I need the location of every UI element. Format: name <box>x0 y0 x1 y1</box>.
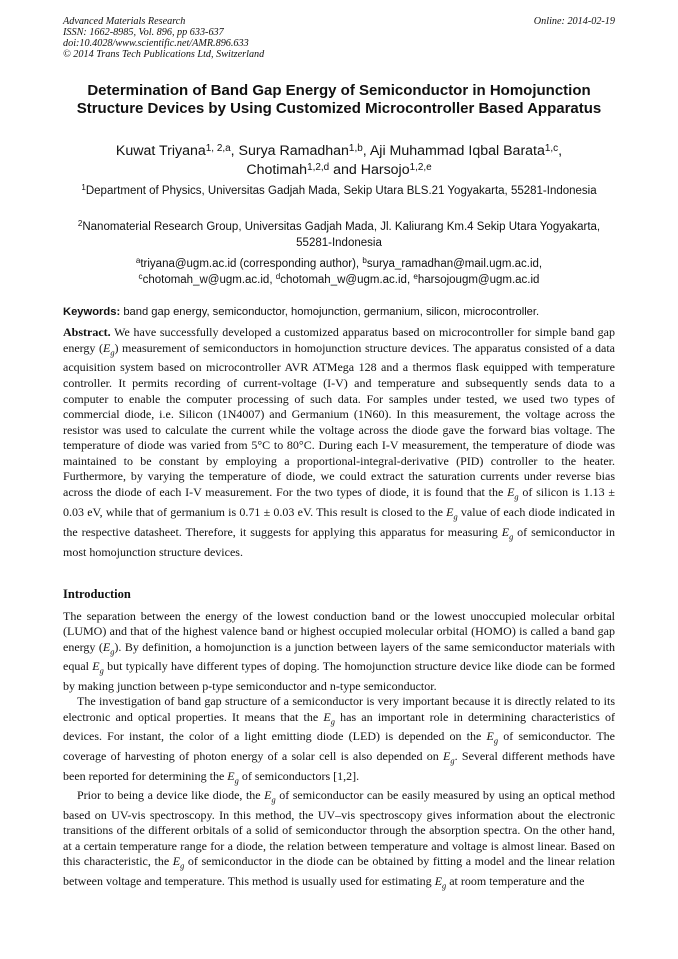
keywords-text: band gap energy, semiconductor, homojunction, germanium, silicon, microcontroller. <box>123 306 540 318</box>
keywords <box>63 304 615 320</box>
keywords-label: Keywords: <box>63 306 121 318</box>
email-link[interactable]: chotomah_w@ugm.ac.id, <box>142 274 276 286</box>
abstract-body: We have successfully developed a customized apparatus based on microcontroller for simple band gap energy $(E_g)$ measurement of semiconductors in homojunction structure devices. The apparatus consisted of a data acquisition system based on microcontroller AVR ATMega 128 and a thermos flask equipped with temperature controller. It permits recording of current-voltage (I-V) and temperature and subsequently sends data to a computer to enable the computer processing of such data. For samples under tested, we used two types of commercial diode, i.e. Silicon (1N4007) and Germanium (1N60). In this measurement, the voltage across the resistor was used to calculate the current while the voltage across the diode gave the forward bias voltage. The temperature of diode was varied from 5°C to 80°C. During each I-V measurement, the temperature of diode was maintained to be constant by employing a proportional-integral-derivative (PID) controller to the heater. Furthermore, by varying the temperature of diode, we could extract the saturation currents under reverse bias across the diode of each I-V measurement. For the two types of diode, it is found that the $E_g$ of silicon is 1.13 ± 0.03 eV, while that of germanium is 0.71 ± 0.03 eV. This result is closed to the $E_g$ value of each diode indicated in the respective datasheet. Therefore, it suggests for applying this apparatus for measuring $E_g$ of semiconductor in most homojunction structure devices. <box>63 325 615 559</box>
email-link[interactable]: triyana@ugm.ac.id (corresponding author), <box>140 258 363 270</box>
email-link[interactable]: harsojougm@ugm.ac.id <box>417 274 540 286</box>
paragraph: The investigation of band gap structure of a semiconductor is very important because it is directly related to its electronic and optical properties. It means that the $E_g$ has an important role in determining characteristics of devices. For instant, the color of a light emitting diode (LED) is depended on the $E_g$ of semiconductor. The coverage of harvesting of photon energy of a solar cell is also depended on $E_g$. Several different methods have been reported for determining the $E_g$ of semiconductors [1,2]. <box>63 694 616 786</box>
email-link[interactable]: surya_ramadhan@mail.ugm.ac.id, <box>366 258 543 270</box>
author: Aji Muhammad Iqbal Barata$^{1,c}$, <box>369 143 563 159</box>
paragraph: The separation between the energy of the lowest conduction band or the lowest unoccupied molecular orbital (LUMO) and that of the highest valence band or highest occupied molecular orbital (HOMO) is called a band gap energy $(E_g)$. By definition, a homojunction is a junction between layers of the same semiconductor materials with equal $E_g$ but typically have different types of doping. The homojunction structure device like diode can be formed by making junction between p-type semiconductor and n-type semiconductor. <box>63 609 615 693</box>
band-gap-symbol: $E_g$ <box>102 340 115 357</box>
author: Chotimah$^{1,2,d}$ and <box>246 162 361 178</box>
paragraph: Prior to being a device like diode, the $E_g$ of semiconductor can be easily measured by using an optical method based on UV-vis spectroscopy. In this method, the UV–vis spectroscopy gives information about the electronic transitions of the different orbitals of a solid of semiconductor through the absorption spectra. On the other hand, at a certain temperature range for a diode, the relation between temperature and voltage is almost linear. Based on this characteristic, the $E_g$ of semiconductor in the diode can be obtained by fitting a model and the linear relation between voltage and temperature. This method is usually used for estimating $E_g$ at room temperature and the <box>63 788 616 890</box>
band-gap-symbol: $E_g$ <box>102 639 115 656</box>
journal-name: Advanced Materials Research <box>63 16 186 27</box>
band-gap-symbol: $E_g$ <box>507 484 519 502</box>
journal-header <box>63 16 615 60</box>
issn-line: ISSN: 1662-8985, Vol. 896, pp 633-637 <box>63 27 224 38</box>
abstract <box>63 325 615 560</box>
band-gap-symbol: $E_g$ <box>501 524 514 542</box>
band-gap-symbol: $E_g$ <box>443 748 455 766</box>
band-gap-symbol: $E_g$ <box>92 659 104 676</box>
email-link[interactable]: chotomah_w@ugm.ac.id, <box>280 274 414 286</box>
band-gap-symbol: $E_g$ <box>172 853 185 871</box>
band-gap-symbol: $E_g$ <box>323 709 335 726</box>
doi-line: doi:10.4028/www.scientific.net/AMR.896.633 <box>63 38 249 49</box>
band-gap-symbol: $E_g$ <box>227 768 239 786</box>
author: Harsojo$^{1,2,e}$ <box>360 162 432 178</box>
author-emails: $^a$triyana@ugm.ac.id (corresponding author), $^b$surya_ramadhan@mail.ugm.ac.id, $^c$chotomah_w@ugm.ac.id, $^d$chotomah_w@ugm.ac.id, $^e$harsojougm@ugm.ac.id <box>135 256 543 286</box>
abstract-label: Abstract. <box>63 325 111 339</box>
author-list <box>63 142 615 180</box>
copyright-line: © 2014 Trans Tech Publications Ltd, Switzerland <box>63 49 265 60</box>
section-heading-introduction: Introduction <box>63 587 131 601</box>
affiliation-2: $^2$Nanomaterial Research Group, Universitas Gadjah Mada, Jl. Kaliurang Km.4 Sekip Utara Yogyakarta, 55281-Indonesia <box>77 219 601 249</box>
affiliation-1: $^1$Department of Physics, Universitas Gadjah Mada, Sekip Utara BLS.21 Yogyakarta, 55281-Indonesia <box>81 183 597 197</box>
band-gap-symbol: $E_g$ <box>434 873 447 890</box>
band-gap-symbol: $E_g$ <box>486 729 499 746</box>
introduction-body <box>63 609 615 893</box>
band-gap-symbol: $E_g$ <box>446 504 458 522</box>
paper-title: Determination of Band Gap Energy of Semiconductor in Homojunction Structure Devices by Using Customized Microcontroller Based Apparatus <box>76 82 602 117</box>
online-date: Online: 2014-02-19 <box>533 16 615 27</box>
author: Kuwat Triyana$^{1, 2,a}$, <box>115 143 239 159</box>
author: Surya Ramadhan$^{1,b}$, <box>238 143 370 159</box>
band-gap-symbol: $E_g$ <box>264 788 276 805</box>
